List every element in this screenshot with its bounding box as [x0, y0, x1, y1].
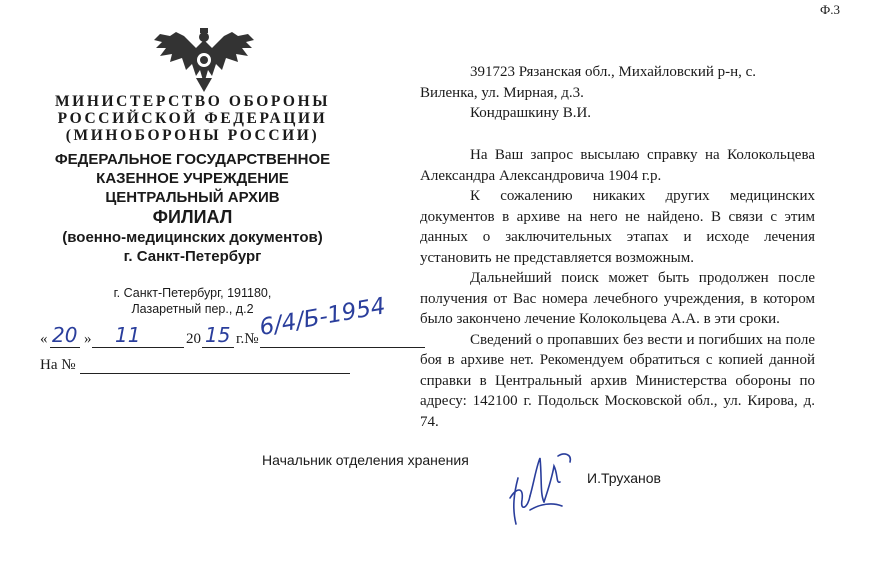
- reference-number-line: [40, 357, 350, 374]
- org-line-branch: ФИЛИАЛ: [152, 207, 233, 227]
- letterhead-address: [100, 285, 285, 317]
- address-line: г. Санкт-Петербург, 191180,: [113, 286, 272, 300]
- reference-label: На №: [40, 357, 76, 373]
- recipient-address-line: Виленка, ул. Мирная, д.3.: [420, 84, 584, 101]
- org-line: ЦЕНТРАЛЬНЫЙ АРХИВ: [105, 189, 280, 206]
- outgoing-number: 6/4/Б-1954: [257, 293, 388, 341]
- body-paragraph: К сожалению никаких других медицинских документов в архиве на него не найдено. В связи с этим данных о заключительных этапах и исходе лечения установить не представляется возможным.: [420, 188, 815, 266]
- open-quote: «: [40, 331, 48, 347]
- org-line: (военно-медицинских документов): [62, 229, 323, 246]
- double-headed-eagle-emblem-icon: [150, 26, 258, 94]
- year-suffix: 15: [205, 323, 231, 347]
- number-underline: [260, 347, 425, 348]
- letter-body: [420, 145, 815, 432]
- organization-header: [40, 150, 345, 266]
- year-underline: [202, 347, 234, 348]
- recipient-name: Кондрашкину В.И.: [470, 105, 592, 121]
- ministry-header: [40, 93, 345, 144]
- ministry-line: РОССИЙСКОЙ ФЕДЕРАЦИИ: [57, 110, 328, 127]
- org-line: КАЗЕННОЕ УЧРЕЖДЕНИЕ: [96, 170, 289, 187]
- reference-underline: [80, 373, 350, 374]
- body-paragraph: На Ваш запрос высылаю справку на Колокольцева Александра Александровича 1904 г.р.: [420, 147, 815, 184]
- ministry-line: МИНИСТЕРСТВО ОБОРОНЫ: [54, 93, 331, 110]
- signatory-title: Начальник отделения хранения: [262, 452, 469, 468]
- address-line: Лазаретный пер., д.2: [131, 302, 254, 316]
- body-paragraph: Сведений о пропавших без вести и погибших на поле боя в архиве нет. Рекомендуем обратиться с копией данной справки в Центральный архив Министерства обороны по адресу: 142100 г. Подольск Московской обл., ул. Кирова, д. 74.: [420, 331, 815, 430]
- signatory-name: И.Труханов: [587, 470, 661, 486]
- body-paragraph: Дальнейший поиск может быть продолжен после получения от Вас номера лечебного учреждения, в котором было закончено лечение Колокольцева А.А. в эти сроки.: [420, 270, 815, 327]
- recipient-block: [420, 62, 815, 124]
- year-label: г.№: [236, 331, 259, 347]
- handwritten-signature-icon: [500, 438, 590, 530]
- org-line: ФЕДЕРАЛЬНОЕ ГОСУДАРСТВЕННОЕ: [54, 151, 331, 168]
- recipient-address-line: 391723 Рязанская обл., Михайловский р-н, с.: [470, 64, 757, 80]
- form-code: Ф.3: [820, 2, 841, 17]
- year-prefix: 20: [186, 331, 201, 347]
- close-quote: »: [84, 331, 92, 347]
- ministry-line: (МИНОБОРОНЫ РОССИИ): [65, 127, 320, 144]
- org-line-city: г. Санкт-Петербург: [123, 248, 262, 265]
- day-underline: [50, 347, 80, 348]
- date-day: 20: [52, 323, 78, 347]
- date-month: 11: [115, 323, 141, 347]
- month-underline: [92, 347, 184, 348]
